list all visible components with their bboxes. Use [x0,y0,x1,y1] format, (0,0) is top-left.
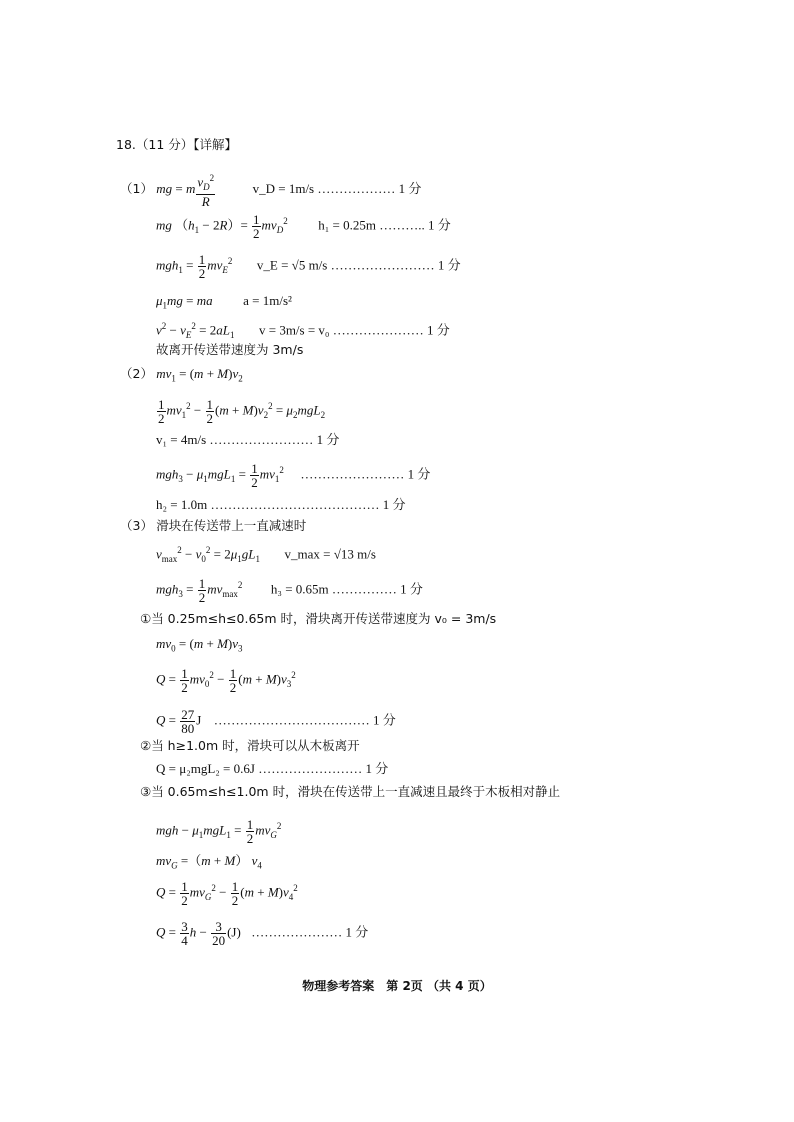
part3-case2-result: Q = μ₂mgL₂ = 0.6J …………………… 1 分 [156,761,389,776]
part1-result4: a = 1m/s² [243,293,292,308]
part1-eq2: mg $(h_1 - 2R)=$ $\frac{1}{2}$ $mv_D^2$ h₁ = 0.25m ……….. 1 分 [156,212,451,241]
part1-eq3: mgh$_1$ = $\frac{1}{2}$ $mv_E^2$ v_E = √5 m/s …………………… 1 分 [156,252,461,281]
part3-intro-line [120,518,306,534]
part3-case1-result: ……………………………… 1 分 [213,712,396,728]
part3-case1-eq3: Q = $\frac{27}{80}$ J ……………………………… 1 分 [156,707,396,736]
part3-intro: 滑块在传送带上一直减速时 [156,518,307,533]
part3-label: （3） [120,518,153,533]
part1-label: （1） [120,180,153,196]
page-footer: 物理参考答案 第 2页 （共 4 页） [302,979,492,993]
part3-case1-eq2: Q = $\frac{1}{2}$ $mv_0^2$ − $\frac{1}{2}$ $(m + M)v_3^2$ [156,666,296,695]
part3-case3-eq2: $mv_G =(m + M)$ $v_4$ [156,853,262,871]
part3-result1: v_max = √13 m/s [284,546,376,562]
part3-eq1: $v_{max}^2 - v_0^2 = 2\mu_1gL_1$ v_max = √13 m/s [156,545,376,564]
part1-result3: v_E = √5 m/s …………………… 1 分 [256,257,461,273]
part1-result1: v_D = 1m/s ……………… 1 分 [252,180,422,196]
part2-result1: v₁ = 4m/s …………………… 1 分 [156,432,340,447]
part1-conclusion: 故离开传送带速度为 3m/s [156,342,304,357]
part2-eq3: $mgh_3 - \mu_1mgL_1$ = $\frac{1}{2}$ $mv_1^2$ …………………… 1 分 [156,461,431,490]
part3-case3-eq4: Q = $\frac{3}{4}$ h − $\frac{3}{20}$ (J) ………………… 1 分 [156,919,369,948]
part1-result2: h₁ = 0.25m ……….. 1 分 [318,217,451,233]
part2-result3: h₂ = 1.0m ………………………………… 1 分 [156,497,406,512]
part2-eq2: $\frac{1}{2}$ $mv_1^2$ − $\frac{1}{2}$ $(m + M)v_2^2 = \mu_2mgL_2$ [158,397,326,426]
part2-result2: …………………… 1 分 [300,466,431,482]
part1-eq1: （1） mg = m $\frac{v_D^2}{R}$ v_D = 1m/s ……………… 1 分 [120,173,422,209]
part1-result5: v = 3m/s = v₀ ………………… 1 分 [258,322,450,338]
part3-result2: h₃ = 0.65m …………… 1 分 [270,581,423,597]
part2-label: （2） [120,366,153,381]
part3-case2: ②当 h≥1.0m 时，滑块可以从木板离开 [140,738,360,753]
part3-case3-eq3: Q = $\frac{1}{2}$ $mv_G^2$ − $\frac{1}{2}$ $(m + M)v_4^2$ [156,879,298,908]
question-header: 18.（11 分）【详解】 [116,137,238,152]
part3-case3-result: ………………… 1 分 [251,924,369,940]
part3-case3: ③当 0.65m≤h≤1.0m 时，滑块在传送带上一直减速且最终于木板相对静止 [140,784,561,799]
part1-eq4: $\mu_1mg$ = ma a = 1m/s² [156,293,292,311]
part3-eq2: mgh$_3$ = $\frac{1}{2}$ $mv_{max}^2$ h₃ = 0.65m …………… 1 分 [156,576,423,605]
part3-case1: ①当 0.25m≤h≤0.65m 时，滑块离开传送带速度为 v₀ = 3m/s [140,611,497,626]
part2-eq1: （2） $mv_1 = (m + M)v_2$ [120,366,243,384]
part3-case1-eq1: $mv_0 = (m + M)v_3$ [156,636,243,654]
part1-eq5: $v^2 - v_E^2 = 2aL_1$ v = 3m/s = v₀ ………………… 1 分 [156,321,450,340]
part3-case3-eq1: mgh − $\mu_1mgL_1$ = $\frac{1}{2}$ $mv_G^2$ [156,817,282,846]
